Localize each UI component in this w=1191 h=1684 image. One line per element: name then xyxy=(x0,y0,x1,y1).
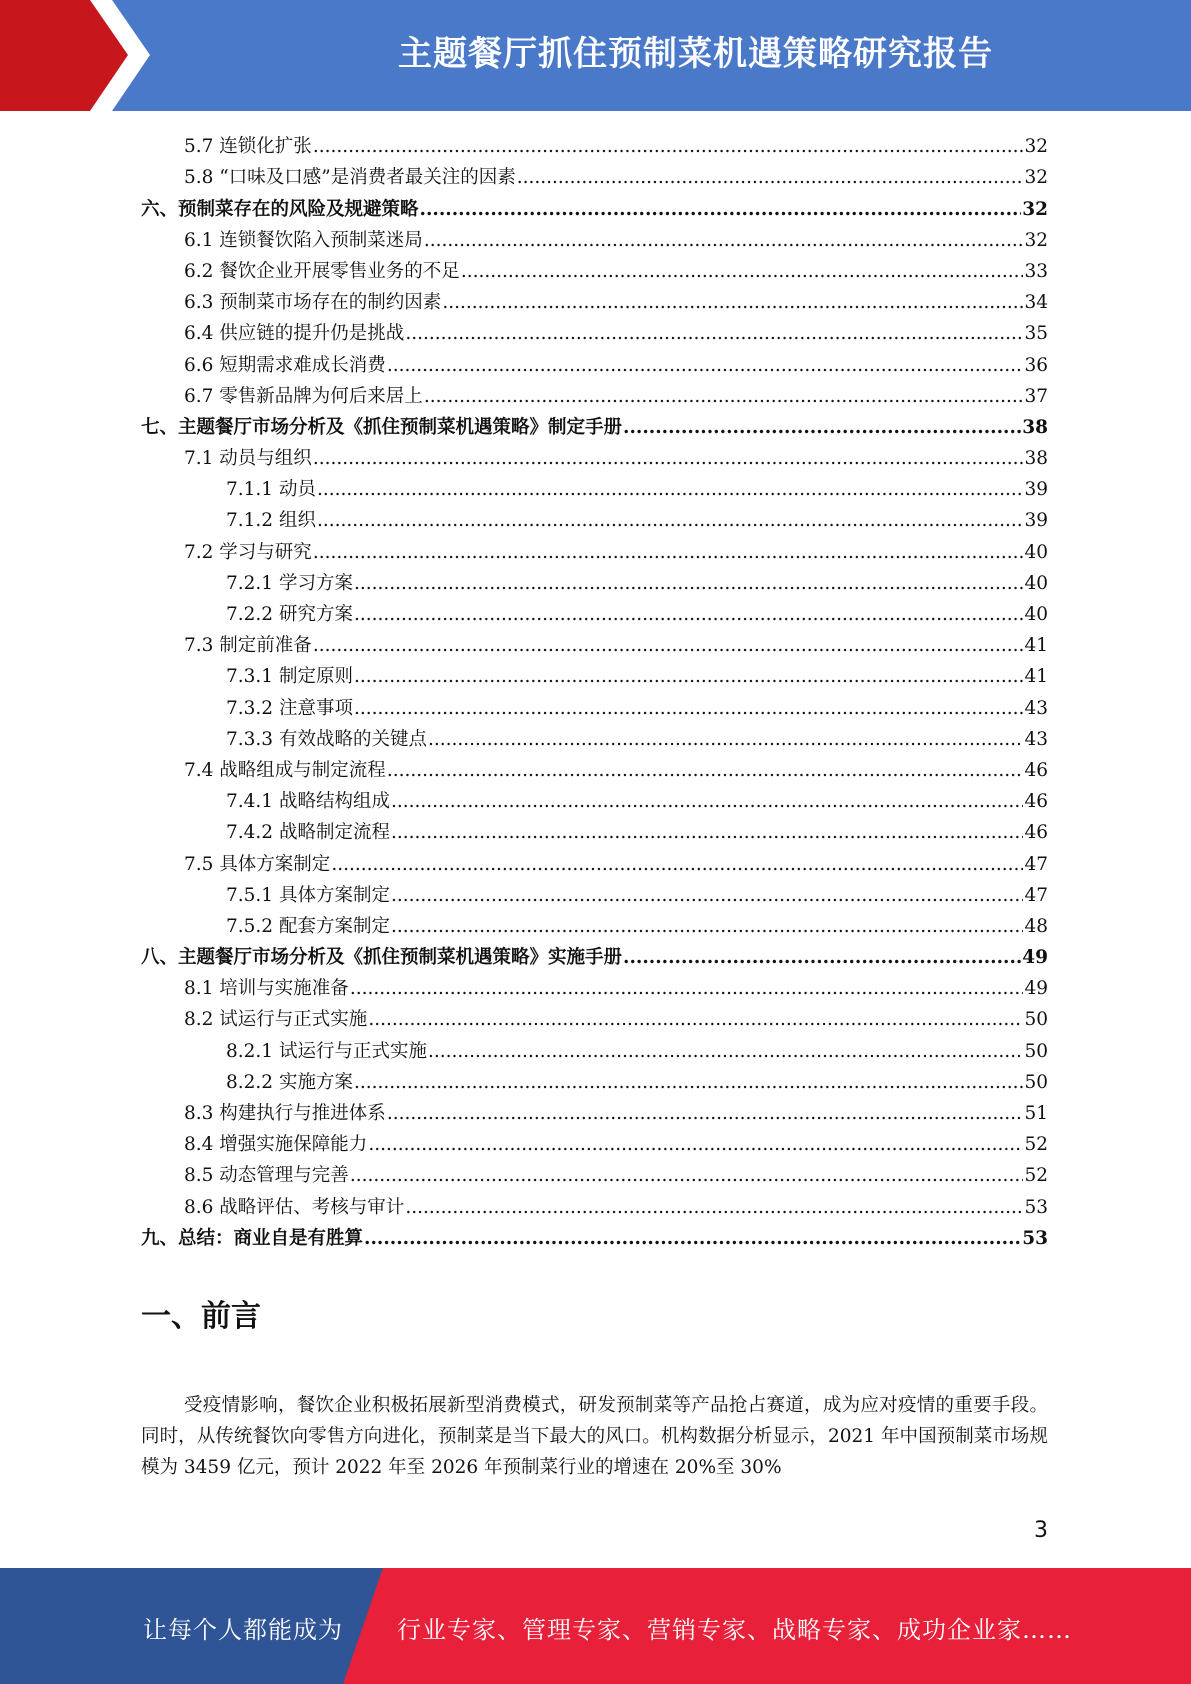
toc-dot-leader xyxy=(623,946,1021,970)
toc-entry[interactable] xyxy=(141,378,1048,409)
toc-entry[interactable] xyxy=(141,939,1048,970)
toc-entry-page: 37 xyxy=(1024,385,1048,407)
body-paragraph: 受疫情影响，餐饮企业积极拓展新型消费模式，研发预制菜等产品抢占赛道，成为应对疫情的重要手段。同时，从传统餐饮向零售方向进化，预制菜是当下最大的风口。机构数据分析显示，2021 年中国预制菜市场规模为 3459 亿元，预计 2022 年至 2026 年预制菜行业的增速在 20%至 30% xyxy=(141,1395,1048,1478)
toc-dot-leader xyxy=(364,1227,1021,1251)
toc-entry-title: 6.1 连锁餐饮陷入预制菜迷局 xyxy=(184,229,423,251)
footer-banner xyxy=(0,1568,1191,1684)
toc-entry-title: 7.5.1 具体方案制定 xyxy=(226,884,390,906)
toc-entry-page: 50 xyxy=(1024,1040,1048,1062)
toc-entry-title: 7.5 具体方案制定 xyxy=(184,853,331,875)
toc-entry-title: 8.5 动态管理与完善 xyxy=(184,1165,349,1187)
toc-entry[interactable] xyxy=(141,1064,1048,1095)
toc-entry-title: 7.1.1 动员 xyxy=(226,479,316,501)
toc-dot-leader xyxy=(387,759,1024,783)
toc-entry-title: 九、总结：商业自是有胜算 xyxy=(141,1227,364,1249)
toc-entry-page: 41 xyxy=(1024,635,1048,657)
toc-entry[interactable] xyxy=(141,970,1048,1001)
toc-dot-leader xyxy=(428,1040,1023,1064)
toc-entry[interactable] xyxy=(141,1095,1048,1126)
toc-entry-page: 35 xyxy=(1024,323,1048,345)
toc-entry-title: 7.2.2 研究方案 xyxy=(226,604,353,625)
toc-entry-title: 7.5.2 配套方案制定 xyxy=(226,915,390,937)
toc-entry-title: 7.3.2 注意事项 xyxy=(226,697,353,719)
toc-entry-page: 43 xyxy=(1024,697,1048,719)
toc-dot-leader xyxy=(354,665,1024,689)
toc-dot-leader xyxy=(313,447,1024,471)
toc-dot-leader xyxy=(387,354,1024,378)
toc-dot-leader xyxy=(350,1164,1024,1188)
toc-entry-page: 36 xyxy=(1024,354,1048,376)
toc-entry[interactable] xyxy=(141,908,1048,939)
document-title: 主题餐厅抓住预制菜机遇策略研究报告 xyxy=(398,34,993,74)
table-of-contents xyxy=(141,128,1048,1251)
footer-slogan-right: 行业专家、管理专家、营销专家、战略专家、成功企业家…… xyxy=(397,1616,1072,1644)
toc-dot-leader xyxy=(368,1133,1023,1157)
toc-entry-title: 7.3 制定前准备 xyxy=(184,635,312,657)
toc-dot-leader xyxy=(331,853,1023,877)
toc-entry-title: 7.4.2 战略制定流程 xyxy=(226,822,390,844)
toc-entry-page: 34 xyxy=(1024,292,1048,314)
toc-entry[interactable] xyxy=(141,1188,1048,1219)
toc-entry-title: 6.4 供应链的提升仍是挑战 xyxy=(184,323,405,345)
toc-entry[interactable] xyxy=(141,814,1048,845)
toc-dot-leader xyxy=(391,884,1023,908)
toc-entry-page: 48 xyxy=(1024,915,1048,937)
toc-dot-leader xyxy=(368,1008,1023,1032)
toc-entry[interactable] xyxy=(141,284,1048,315)
toc-entry-page: 41 xyxy=(1024,666,1048,688)
toc-entry-page: 38 xyxy=(1022,416,1048,438)
toc-entry[interactable] xyxy=(141,1032,1048,1063)
toc-dot-leader xyxy=(391,821,1023,845)
toc-entry-page: 52 xyxy=(1024,1134,1048,1156)
toc-entry[interactable] xyxy=(141,845,1048,876)
toc-entry-page: 47 xyxy=(1024,884,1048,906)
toc-dot-leader xyxy=(391,790,1023,814)
toc-entry[interactable] xyxy=(141,565,1048,596)
toc-dot-leader xyxy=(313,135,1024,159)
toc-entry-title: 8.4 增强实施保障能力 xyxy=(184,1134,368,1156)
toc-dot-leader xyxy=(424,385,1024,409)
toc-entry-page: 40 xyxy=(1024,572,1048,594)
section-heading: 一、前言 xyxy=(141,1299,261,1334)
toc-entry[interactable] xyxy=(141,1126,1048,1157)
toc-entry-title: 六、预制菜存在的风险及规避策略 xyxy=(141,198,419,220)
toc-entry[interactable] xyxy=(141,658,1048,689)
toc-entry-title: 八、主题餐厅市场分析及《抓住预制菜机遇策略》实施手册 xyxy=(141,947,623,969)
toc-entry-title: 七、主题餐厅市场分析及《抓住预制菜机遇策略》制定手册 xyxy=(141,416,623,438)
toc-entry-page: 46 xyxy=(1024,791,1048,813)
toc-entry[interactable] xyxy=(141,627,1048,658)
toc-entry[interactable] xyxy=(141,877,1048,908)
toc-entry-page: 46 xyxy=(1024,822,1048,844)
toc-entry[interactable] xyxy=(141,596,1048,627)
toc-entry-title: 8.1 培训与实施准备 xyxy=(184,978,349,1000)
toc-dot-leader xyxy=(442,291,1023,315)
toc-entry-title: 7.1 动员与组织 xyxy=(184,448,312,470)
toc-entry-title: 7.2.1 学习方案 xyxy=(226,572,353,594)
toc-entry-page: 47 xyxy=(1024,853,1048,875)
toc-entry[interactable] xyxy=(141,346,1048,377)
toc-dot-leader xyxy=(424,229,1024,253)
toc-entry[interactable] xyxy=(141,159,1048,190)
toc-entry[interactable] xyxy=(141,128,1048,159)
toc-entry[interactable] xyxy=(141,533,1048,564)
toc-entry-page: 46 xyxy=(1024,759,1048,781)
toc-entry[interactable] xyxy=(141,409,1048,440)
toc-entry-page: 32 xyxy=(1024,167,1048,189)
toc-entry-page: 40 xyxy=(1024,541,1048,563)
toc-entry-page: 32 xyxy=(1022,198,1048,220)
toc-entry[interactable] xyxy=(141,689,1048,720)
toc-dot-leader xyxy=(317,478,1024,502)
toc-dot-leader xyxy=(391,915,1023,939)
toc-entry-title: 5.7 连锁化扩张 xyxy=(184,136,312,158)
toc-dot-leader xyxy=(623,416,1021,440)
toc-entry-title: 7.1.2 组织 xyxy=(226,510,316,532)
toc-dot-leader xyxy=(354,572,1024,596)
toc-dot-leader xyxy=(517,166,1024,190)
toc-entry-title: 6.7 零售新品牌为何后来居上 xyxy=(184,385,423,407)
toc-entry[interactable] xyxy=(141,222,1048,253)
toc-dot-leader xyxy=(461,260,1024,284)
toc-entry-page: 38 xyxy=(1024,448,1048,470)
toc-entry-title: 7.4 战略组成与制定流程 xyxy=(184,759,386,781)
toc-entry[interactable] xyxy=(141,315,1048,346)
toc-entry[interactable] xyxy=(141,752,1048,783)
toc-entry[interactable] xyxy=(141,190,1048,221)
toc-entry-title: 8.3 构建执行与推进体系 xyxy=(184,1103,386,1124)
toc-entry-page: 39 xyxy=(1024,479,1048,501)
footer-slogan-left: 让每个人都能成为 xyxy=(143,1616,343,1644)
toc-entry-title: 7.2 学习与研究 xyxy=(184,541,312,563)
toc-entry-page: 49 xyxy=(1024,978,1048,1000)
toc-dot-leader xyxy=(313,541,1024,565)
toc-entry-page: 52 xyxy=(1024,1165,1048,1187)
toc-entry[interactable] xyxy=(141,471,1048,502)
toc-entry-page: 33 xyxy=(1024,260,1048,282)
toc-dot-leader xyxy=(428,728,1023,752)
toc-dot-leader xyxy=(354,603,1024,627)
page-number: 3 xyxy=(1034,1518,1048,1543)
toc-entry[interactable] xyxy=(141,502,1048,533)
toc-entry-page: 51 xyxy=(1024,1103,1048,1124)
toc-dot-leader xyxy=(405,322,1023,346)
toc-entry-page: 49 xyxy=(1022,947,1048,969)
toc-entry-page: 53 xyxy=(1024,1196,1048,1218)
header-red-arrow xyxy=(0,0,150,111)
toc-dot-leader xyxy=(354,697,1024,721)
toc-entry-title: 7.3.1 制定原则 xyxy=(226,666,353,688)
toc-entry-page: 50 xyxy=(1024,1071,1048,1093)
toc-entry-title: 6.2 餐饮企业开展零售业务的不足 xyxy=(184,260,460,282)
toc-entry[interactable] xyxy=(141,1001,1048,1032)
toc-entry-page: 39 xyxy=(1024,510,1048,532)
toc-entry-page: 40 xyxy=(1024,604,1048,625)
toc-entry-title: 8.2 试运行与正式实施 xyxy=(184,1009,368,1031)
toc-dot-leader xyxy=(350,977,1024,1001)
toc-entry-title: 7.4.1 战略结构组成 xyxy=(226,791,390,813)
toc-entry-title: 8.2.2 实施方案 xyxy=(226,1071,353,1093)
toc-entry-title: 8.6 战略评估、考核与审计 xyxy=(184,1196,405,1218)
toc-entry-page: 43 xyxy=(1024,728,1048,750)
toc-entry-page: 32 xyxy=(1024,136,1048,158)
toc-entry-page: 50 xyxy=(1024,1009,1048,1031)
toc-entry-title: 5.8 “口味及口感”是消费者最关注的因素 xyxy=(184,167,516,189)
toc-dot-leader xyxy=(317,509,1024,533)
toc-entry[interactable] xyxy=(141,1220,1048,1251)
toc-dot-leader xyxy=(387,1102,1024,1126)
toc-entry-title: 8.2.1 试运行与正式实施 xyxy=(226,1040,427,1062)
toc-entry[interactable] xyxy=(141,440,1048,471)
toc-dot-leader xyxy=(313,634,1024,658)
toc-entry-title: 6.6 短期需求难成长消费 xyxy=(184,354,386,376)
toc-entry[interactable] xyxy=(141,1157,1048,1188)
toc-entry-title: 6.3 预制菜市场存在的制约因素 xyxy=(184,292,442,314)
toc-entry[interactable] xyxy=(141,721,1048,752)
toc-dot-leader xyxy=(405,1196,1023,1220)
toc-dot-leader xyxy=(354,1071,1024,1095)
toc-entry-page: 53 xyxy=(1022,1227,1048,1249)
toc-entry-page: 32 xyxy=(1024,229,1048,251)
toc-entry-title: 7.3.3 有效战略的关键点 xyxy=(226,728,427,750)
toc-entry[interactable] xyxy=(141,253,1048,284)
toc-dot-leader xyxy=(420,198,1022,222)
header-banner xyxy=(0,0,1191,111)
toc-entry[interactable] xyxy=(141,783,1048,814)
